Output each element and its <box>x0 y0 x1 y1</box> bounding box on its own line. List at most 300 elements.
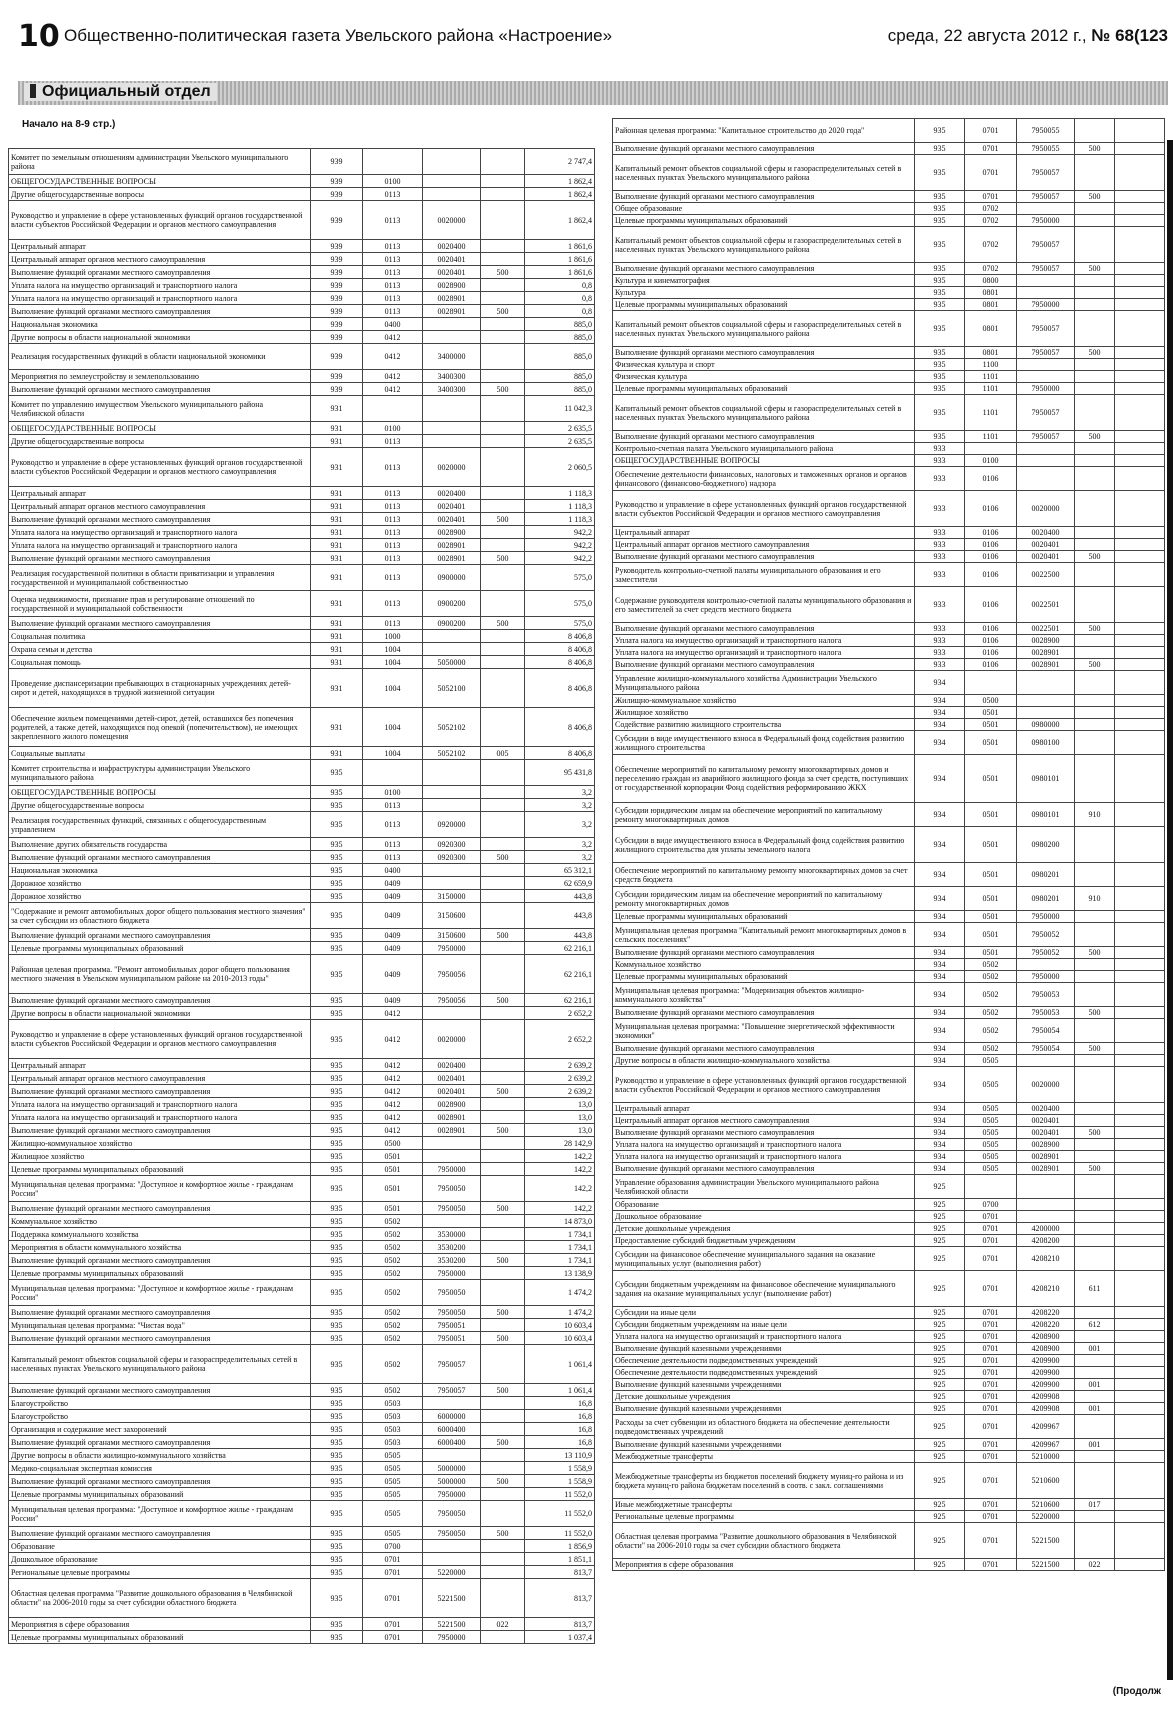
row-label: Центральный аппарат органов местного самоуправления <box>9 253 311 266</box>
row-amount: 8 406,8 <box>525 656 595 669</box>
row-label: Уплата налога на имущество организаций и транспортного налога <box>9 526 311 539</box>
row-amount: 1 118,3 <box>525 500 595 513</box>
continued-note: (Продолж <box>1112 1686 1161 1697</box>
row-label: Проведение диспансеризации пребывающих в стационарных учреждениях детей-сирот и детей, находящихся в трудной жизненной ситуации <box>9 669 311 708</box>
table-row <box>9 760 595 786</box>
row-type: 500 <box>1075 143 1115 155</box>
row-type <box>1075 707 1115 719</box>
row-section: 0106 <box>965 587 1017 623</box>
row-target: 6000400 <box>423 1423 481 1436</box>
row-section: 0113 <box>363 617 423 630</box>
row-section: 0502 <box>363 1306 423 1319</box>
row-section: 0501 <box>965 887 1017 911</box>
row-target: 7950000 <box>1017 299 1075 311</box>
row-amount: 1 118,3 <box>525 513 595 526</box>
row-target: 4209900 <box>1017 1355 1075 1367</box>
row-type <box>481 318 525 331</box>
row-type <box>1075 635 1115 647</box>
table-row <box>613 551 1165 563</box>
row-label: Субсидии на иные цели <box>613 1307 915 1319</box>
table-row <box>613 971 1165 983</box>
row-section: 0412 <box>363 1020 423 1059</box>
row-section: 0505 <box>363 1475 423 1488</box>
row-type <box>481 669 525 708</box>
table-row <box>9 1410 595 1423</box>
row-section: 0113 <box>363 266 423 279</box>
row-amount: 62 216,1 <box>525 994 595 1007</box>
row-target <box>1017 455 1075 467</box>
row-amount <box>1115 491 1165 527</box>
row-ministry: 933 <box>915 467 965 491</box>
row-section: 0701 <box>965 1319 1017 1331</box>
row-label: Уплата налога на имущество организаций и транспортного налога <box>9 539 311 552</box>
row-amount <box>1115 191 1165 203</box>
row-ministry: 925 <box>915 1439 965 1451</box>
row-label: Выполнение функций органами местного самоуправления <box>9 1475 311 1488</box>
row-amount <box>1115 1223 1165 1235</box>
row-target: 0028901 <box>423 1111 481 1124</box>
row-type: 500 <box>481 851 525 864</box>
row-type <box>481 149 525 175</box>
row-ministry: 935 <box>311 1410 363 1423</box>
row-section <box>965 443 1017 455</box>
row-section: 0503 <box>363 1423 423 1436</box>
row-target <box>423 630 481 643</box>
row-ministry: 939 <box>311 344 363 370</box>
row-ministry: 931 <box>311 487 363 500</box>
row-ministry: 931 <box>311 617 363 630</box>
row-label: Социальная политика <box>9 630 311 643</box>
row-ministry: 935 <box>311 1332 363 1345</box>
row-section: 0502 <box>363 1254 423 1267</box>
row-ministry: 931 <box>311 630 363 643</box>
row-label: Целевые программы муниципальных образований <box>613 299 915 311</box>
row-ministry: 935 <box>311 1553 363 1566</box>
row-amount: 142,2 <box>525 1176 595 1202</box>
row-type: 500 <box>481 1202 525 1215</box>
table-row <box>9 1228 595 1241</box>
row-ministry: 935 <box>311 877 363 890</box>
table-row <box>613 311 1165 347</box>
row-amount <box>1115 1379 1165 1391</box>
table-row <box>9 266 595 279</box>
row-section: 0801 <box>965 347 1017 359</box>
row-ministry: 934 <box>915 1019 965 1043</box>
row-amount <box>1115 215 1165 227</box>
row-type <box>1075 563 1115 587</box>
table-row <box>9 487 595 500</box>
table-row <box>9 1111 595 1124</box>
row-label: Обеспечение деятельности подведомственных учреждений <box>613 1367 915 1379</box>
row-label: Областная целевая программа "Развитие дошкольного образования в Челябинской области" на 2006-2010 годы за счет субсидии областного бюджета <box>9 1579 311 1618</box>
table-row <box>9 877 595 890</box>
row-target: 5052102 <box>423 708 481 747</box>
row-target: 0028901 <box>423 539 481 552</box>
row-target <box>1017 287 1075 299</box>
row-amount: 14 873,0 <box>525 1215 595 1228</box>
row-label: Образование <box>613 1199 915 1211</box>
row-ministry: 935 <box>311 1462 363 1475</box>
row-type: 500 <box>1075 263 1115 275</box>
row-section: 0701 <box>363 1579 423 1618</box>
row-target: 0020000 <box>1017 491 1075 527</box>
table-row <box>9 318 595 331</box>
row-amount <box>1115 755 1165 803</box>
table-row <box>9 422 595 435</box>
table-row <box>613 383 1165 395</box>
row-ministry: 935 <box>311 1397 363 1410</box>
row-type <box>481 396 525 422</box>
row-type <box>481 201 525 240</box>
row-label: Социальные выплаты <box>9 747 311 760</box>
row-type <box>481 1163 525 1176</box>
table-row <box>613 1559 1165 1571</box>
table-row <box>9 539 595 552</box>
row-ministry: 935 <box>915 263 965 275</box>
row-section: 0501 <box>965 923 1017 947</box>
row-section: 0701 <box>965 1523 1017 1559</box>
table-row <box>9 812 595 838</box>
row-section: 0501 <box>965 755 1017 803</box>
row-ministry: 935 <box>915 143 965 155</box>
row-type <box>1075 1211 1115 1223</box>
row-amount <box>1115 887 1165 911</box>
row-amount: 3,2 <box>525 812 595 838</box>
row-section: 1100 <box>965 359 1017 371</box>
row-target: 3400300 <box>423 370 481 383</box>
table-row <box>613 1415 1165 1439</box>
row-amount: 1 856,9 <box>525 1540 595 1553</box>
row-target: 0020401 <box>423 1072 481 1085</box>
row-target: 0028901 <box>423 552 481 565</box>
row-label: Выполнение функций органами местного самоуправления <box>613 191 915 203</box>
row-type <box>1075 755 1115 803</box>
row-ministry: 935 <box>915 371 965 383</box>
row-label: Выполнение функций органами местного самоуправления <box>9 617 311 630</box>
row-label: Выполнение функций органами местного самоуправления <box>9 1124 311 1137</box>
row-amount <box>1115 563 1165 587</box>
row-amount <box>1115 1007 1165 1019</box>
row-label: Выполнение функций органами местного самоуправления <box>9 1332 311 1345</box>
row-amount <box>1115 1067 1165 1103</box>
row-ministry: 939 <box>311 149 363 175</box>
row-amount <box>1115 719 1165 731</box>
row-type <box>481 1488 525 1501</box>
row-amount: 2 639,2 <box>525 1085 595 1098</box>
row-amount: 2 652,2 <box>525 1007 595 1020</box>
table-row <box>9 149 595 175</box>
row-label: Выполнение функций казенными учреждениями <box>613 1343 915 1355</box>
row-type: 001 <box>1075 1379 1115 1391</box>
row-ministry: 935 <box>311 903 363 929</box>
row-type <box>481 812 525 838</box>
row-amount <box>1115 1367 1165 1379</box>
row-target: 3530200 <box>423 1254 481 1267</box>
row-amount: 8 406,8 <box>525 630 595 643</box>
row-ministry: 935 <box>311 851 363 864</box>
row-target: 0980201 <box>1017 887 1075 911</box>
row-ministry: 935 <box>311 994 363 1007</box>
row-target <box>423 1553 481 1566</box>
continuation-note: Начало на 8-9 стр.) <box>22 119 116 130</box>
row-target: 3150000 <box>423 890 481 903</box>
row-label: ОБЩЕГОСУДАРСТВЕННЫЕ ВОПРОСЫ <box>9 422 311 435</box>
row-label: Муниципальная целевая программа: "Повышение энергетической эффективности экономики" <box>613 1019 915 1043</box>
table-row <box>613 1151 1165 1163</box>
budget-table-left <box>8 148 595 1644</box>
table-row <box>9 1618 595 1631</box>
row-section: 0505 <box>363 1488 423 1501</box>
table-row <box>613 587 1165 623</box>
row-ministry: 939 <box>311 201 363 240</box>
table-row <box>9 1267 595 1280</box>
row-label: Выполнение функций органами местного самоуправления <box>613 263 915 275</box>
row-label: ОБЩЕГОСУДАРСТВЕННЫЕ ВОПРОСЫ <box>9 786 311 799</box>
row-type <box>481 1098 525 1111</box>
table-row <box>613 395 1165 431</box>
row-ministry: 931 <box>311 526 363 539</box>
row-type <box>481 708 525 747</box>
row-ministry: 925 <box>915 1523 965 1559</box>
row-type: 500 <box>481 552 525 565</box>
row-type <box>1075 395 1115 431</box>
row-ministry: 934 <box>915 671 965 695</box>
row-section: 0701 <box>965 143 1017 155</box>
row-label: ОБЩЕГОСУДАРСТВЕННЫЕ ВОПРОСЫ <box>9 175 311 188</box>
row-type: 500 <box>1075 659 1115 671</box>
row-label: Выполнение функций органами местного самоуправления <box>9 1527 311 1540</box>
row-label: Мероприятия в сфере образования <box>9 1618 311 1631</box>
row-type: 500 <box>1075 347 1115 359</box>
row-type <box>1075 1391 1115 1403</box>
row-ministry: 934 <box>915 1007 965 1019</box>
row-type <box>481 487 525 500</box>
row-amount: 142,2 <box>525 1163 595 1176</box>
row-ministry: 925 <box>915 1367 965 1379</box>
row-section: 0412 <box>363 383 423 396</box>
row-amount <box>1115 1043 1165 1055</box>
row-amount <box>1115 1115 1165 1127</box>
row-ministry: 934 <box>915 1067 965 1103</box>
row-ministry: 935 <box>311 1254 363 1267</box>
row-amount: 1 861,6 <box>525 266 595 279</box>
row-label: Реализация государственных функций в области национальной экономики <box>9 344 311 370</box>
table-row <box>613 215 1165 227</box>
table-row <box>9 1449 595 1462</box>
row-section: 0701 <box>965 1511 1017 1523</box>
row-section: 0113 <box>363 487 423 500</box>
row-ministry: 933 <box>915 635 965 647</box>
row-type <box>1075 1451 1115 1463</box>
row-ministry: 935 <box>311 1384 363 1397</box>
row-target: 7950055 <box>1017 119 1075 143</box>
row-target <box>423 786 481 799</box>
row-target: 5210000 <box>1017 1451 1075 1463</box>
row-amount <box>1115 119 1165 143</box>
row-section: 0501 <box>965 719 1017 731</box>
row-type <box>481 1345 525 1384</box>
table-row <box>9 1163 595 1176</box>
row-section: 0500 <box>363 1137 423 1150</box>
row-type <box>1075 383 1115 395</box>
row-label: Обеспечение деятельности финансовых, налоговых и таможенных органов и органов финансового (финансово-бюджетного) надзора <box>613 467 915 491</box>
row-section: 0502 <box>965 959 1017 971</box>
table-row <box>9 1176 595 1202</box>
row-label: Физическая культура <box>613 371 915 383</box>
row-label: Выполнение функций органами местного самоуправления <box>9 1254 311 1267</box>
row-section: 0409 <box>363 942 423 955</box>
row-type <box>1075 275 1115 287</box>
row-ministry: 935 <box>311 1163 363 1176</box>
row-ministry: 939 <box>311 175 363 188</box>
row-ministry: 931 <box>311 591 363 617</box>
row-section: 0702 <box>965 263 1017 275</box>
row-ministry: 935 <box>311 799 363 812</box>
table-row <box>613 1271 1165 1307</box>
row-amount: 3,2 <box>525 838 595 851</box>
row-label: Поддержка коммунального хозяйства <box>9 1228 311 1241</box>
row-type <box>481 1423 525 1436</box>
row-type <box>1075 527 1115 539</box>
table-row <box>9 1566 595 1579</box>
row-label: Другие общегосударственные вопросы <box>9 435 311 448</box>
row-target: 7950053 <box>1017 983 1075 1007</box>
row-target: 4209900 <box>1017 1379 1075 1391</box>
row-ministry: 939 <box>311 279 363 292</box>
row-label: Медико-социальная экспертная комиссия <box>9 1462 311 1475</box>
row-ministry: 933 <box>915 587 965 623</box>
row-target <box>1017 359 1075 371</box>
row-target: 0028901 <box>1017 659 1075 671</box>
row-section: 0400 <box>363 318 423 331</box>
row-amount <box>1115 959 1165 971</box>
row-amount <box>1115 659 1165 671</box>
row-type: 612 <box>1075 1319 1115 1331</box>
row-label: Выполнение функций казенными учреждениями <box>613 1379 915 1391</box>
row-target: 0020401 <box>1017 551 1075 563</box>
row-label: Муниципальная целевая программа: "Доступное и комфортное жилье - гражданам России" <box>9 1501 311 1527</box>
row-type <box>1075 1523 1115 1559</box>
row-label: Целевые программы муниципальных образований <box>9 1267 311 1280</box>
row-ministry: 935 <box>311 864 363 877</box>
row-target: 4200000 <box>1017 1223 1075 1235</box>
row-type <box>481 1007 525 1020</box>
row-label: Областная целевая программа "Развитие дошкольного образования в Челябинской области" на 2006-2010 годы за счет субсидии областного бюджета <box>613 1523 915 1559</box>
row-type: 611 <box>1075 1271 1115 1307</box>
row-ministry: 939 <box>311 253 363 266</box>
table-row <box>613 1115 1165 1127</box>
row-section: 0505 <box>965 1139 1017 1151</box>
row-target: 0980000 <box>1017 719 1075 731</box>
row-target <box>423 422 481 435</box>
row-amount <box>1115 971 1165 983</box>
row-target: 0020401 <box>1017 539 1075 551</box>
row-section: 0701 <box>965 119 1017 143</box>
row-label: Дошкольное образование <box>9 1553 311 1566</box>
row-ministry: 933 <box>915 551 965 563</box>
row-amount: 885,0 <box>525 318 595 331</box>
row-ministry: 935 <box>311 1631 363 1644</box>
row-label: Выполнение функций казенными учреждениями <box>613 1403 915 1415</box>
row-type <box>481 1267 525 1280</box>
row-section: 0409 <box>363 994 423 1007</box>
row-type: 910 <box>1075 887 1115 911</box>
row-section: 0701 <box>965 1391 1017 1403</box>
table-row <box>613 1439 1165 1451</box>
row-ministry: 934 <box>915 1127 965 1139</box>
table-row <box>9 929 595 942</box>
row-ministry: 934 <box>915 923 965 947</box>
row-target: 0020401 <box>423 253 481 266</box>
row-section: 0409 <box>363 890 423 903</box>
row-section: 0501 <box>965 911 1017 923</box>
row-target: 0020000 <box>423 448 481 487</box>
row-target: 0022500 <box>1017 563 1075 587</box>
row-amount <box>1115 287 1165 299</box>
row-target: 6000000 <box>423 1410 481 1423</box>
row-ministry: 934 <box>915 947 965 959</box>
row-amount <box>1115 1211 1165 1223</box>
row-label: Субсидии в виде имущественного взноса в Федеральный фонд содействия развитию жилищного строительства для уплаты земельного налога <box>613 827 915 863</box>
row-section: 0502 <box>363 1215 423 1228</box>
row-target <box>1017 275 1075 287</box>
row-type: 500 <box>481 1306 525 1319</box>
row-target: 7950057 <box>423 1384 481 1397</box>
row-type: 500 <box>1075 551 1115 563</box>
row-ministry: 935 <box>915 191 965 203</box>
row-target: 5052100 <box>423 669 481 708</box>
row-section: 0501 <box>965 803 1017 827</box>
row-section: 0106 <box>965 527 1017 539</box>
row-amount <box>1115 923 1165 947</box>
row-target: 0020401 <box>423 266 481 279</box>
row-ministry: 935 <box>915 383 965 395</box>
row-target: 3150600 <box>423 903 481 929</box>
row-section: 1004 <box>363 643 423 656</box>
table-row <box>613 1103 1165 1115</box>
row-section: 0113 <box>363 812 423 838</box>
row-label: Выполнение функций органами местного самоуправления <box>613 1043 915 1055</box>
table-row <box>613 299 1165 311</box>
row-amount: 142,2 <box>525 1150 595 1163</box>
row-label: Жилищно-коммунальное хозяйство <box>613 695 915 707</box>
row-section: 0503 <box>363 1397 423 1410</box>
row-ministry: 935 <box>311 1007 363 1020</box>
row-type <box>481 890 525 903</box>
row-type <box>481 1579 525 1618</box>
row-type <box>1075 539 1115 551</box>
table-row <box>9 1150 595 1163</box>
table-row <box>613 1127 1165 1139</box>
row-target: 0020000 <box>423 1020 481 1059</box>
row-amount: 65 312,1 <box>525 864 595 877</box>
row-type: 500 <box>1075 191 1115 203</box>
row-type <box>1075 203 1115 215</box>
row-section: 0701 <box>363 1553 423 1566</box>
table-row <box>613 1463 1165 1499</box>
row-amount: 885,0 <box>525 370 595 383</box>
row-amount: 575,0 <box>525 591 595 617</box>
row-section: 0702 <box>965 203 1017 215</box>
row-section: 0503 <box>363 1436 423 1449</box>
table-row <box>613 1343 1165 1355</box>
row-type <box>481 240 525 253</box>
row-target <box>1017 959 1075 971</box>
row-label: Выполнение функций казенными учреждениями <box>613 1439 915 1451</box>
row-amount: 10 603,4 <box>525 1332 595 1345</box>
row-ministry: 934 <box>915 1055 965 1067</box>
row-section: 0501 <box>965 731 1017 755</box>
